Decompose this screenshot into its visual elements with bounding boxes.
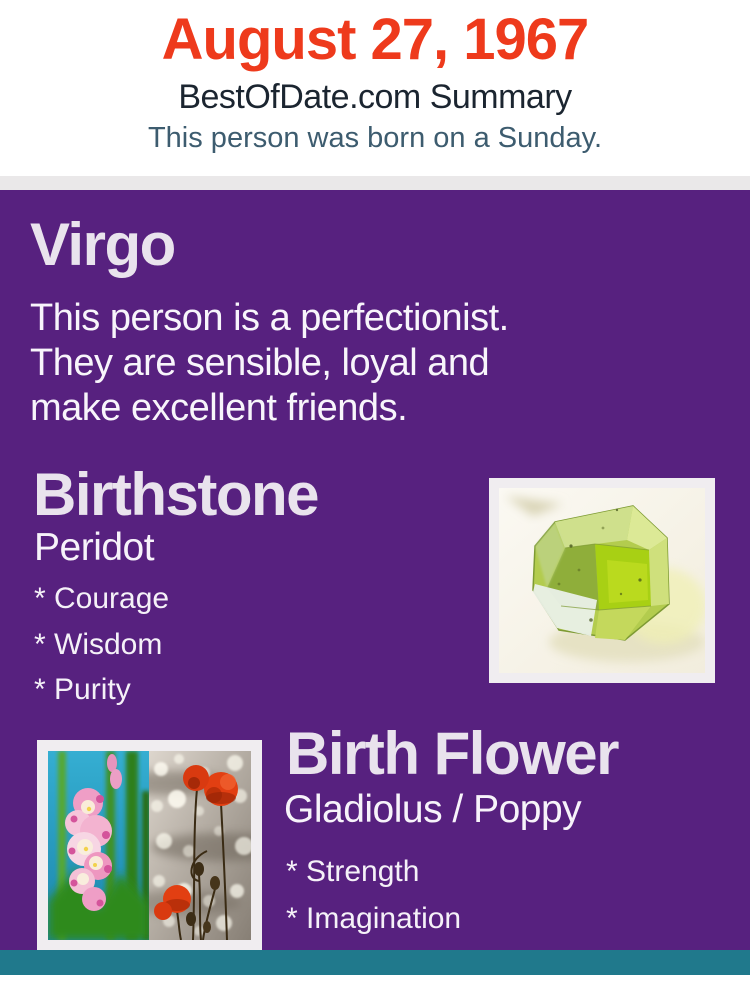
- birth-flower-names: Gladiolus / Poppy: [284, 788, 582, 831]
- birth-flower-traits: [286, 848, 461, 942]
- birthstone-heading: Birthstone: [33, 461, 318, 528]
- date-title: August 27, 1967: [161, 7, 589, 72]
- birth-flower-heading: Birth Flower: [286, 720, 619, 787]
- zodiac-description: [30, 296, 509, 431]
- birthstone-trait: * Courage: [34, 582, 170, 615]
- zodiac-section: [0, 190, 750, 975]
- gladiolus-illustration: [48, 751, 149, 940]
- birth-flower-trait: * Imagination: [286, 902, 462, 935]
- peridot-photo: [489, 478, 715, 683]
- birth-flower-trait: * Strength: [286, 855, 420, 888]
- footer-bar: [0, 950, 750, 975]
- peridot-gem-illustration: [499, 488, 705, 673]
- day-of-week-note: This person was born on a Sunday.: [147, 122, 603, 154]
- birth-flower-photo: [37, 740, 262, 951]
- poppy-illustration: [149, 751, 251, 940]
- zodiac-description-line: make excellent friends.: [30, 387, 408, 429]
- zodiac-description-line: They are sensible, loyal and: [30, 342, 490, 384]
- zodiac-sign-heading: Virgo: [30, 211, 175, 278]
- birthstone-name: Peridot: [34, 526, 155, 569]
- site-summary: BestOfDate.com Summary: [178, 78, 572, 116]
- zodiac-description-line: This person is a perfectionist.: [30, 297, 509, 339]
- birthstone-trait: * Wisdom: [34, 627, 163, 661]
- birthstone-traits: [34, 576, 169, 713]
- header: [0, 0, 750, 176]
- birthstone-trait: * Purity: [34, 673, 131, 706]
- header-divider: [0, 176, 750, 190]
